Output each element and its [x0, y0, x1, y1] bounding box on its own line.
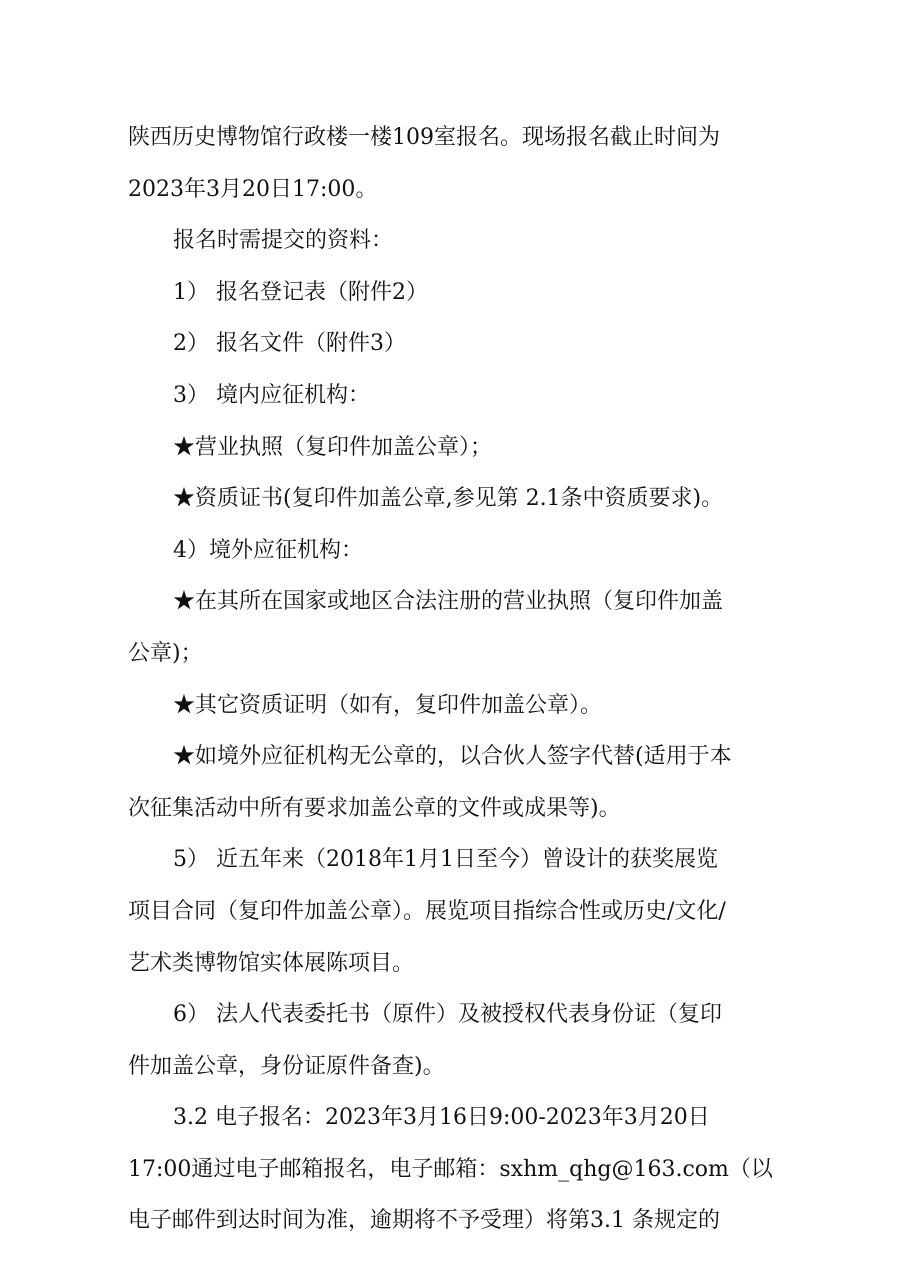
list-item: 4）境外应征机构： [173, 537, 363, 563]
text-line: 项目合同（复印件加盖公章）。展览项目指综合性或历史/文化/ [128, 898, 726, 924]
text-line: 次征集活动中所有要求加盖公章的文件或成果等)。 [128, 795, 621, 821]
bullet-item: ★如境外应征机构无公章的，以合伙人签字代替(适用于本 [173, 744, 732, 770]
text-line: 陕西历史博物馆行政楼一楼109室报名。现场报名截止时间为 [128, 125, 720, 150]
list-item: 3） 境内应征机构： [173, 382, 370, 408]
text-line: 17:00通过电子邮箱报名，电子邮箱：sxhm_qhg@163.com（以 [128, 1156, 773, 1182]
list-item: 1） 报名登记表（附件2） [173, 279, 428, 305]
text-line: 2023年3月20日17:00。 [128, 176, 378, 202]
list-item: 2） 报名文件（附件3） [173, 331, 406, 357]
text-line: 电子邮件到达时间为准，逾期将不予受理）将第3.1 条规定的 [128, 1208, 720, 1234]
text-line: 艺术类博物馆实体展陈项目。 [128, 950, 415, 976]
list-item: 5） 近五年来（2018年1月1日至今）曾设计的获奖展览 [173, 847, 718, 873]
document-body [128, 112, 788, 1247]
text-line: 公章)； [128, 640, 203, 666]
bullet-item: ★其它资质证明（如有，复印件加盖公章）。 [173, 692, 603, 718]
bullet-item: ★资质证书(复印件加盖公章,参见第 2.1条中资质要求)。 [173, 486, 724, 512]
list-item: 6） 法人代表委托书（原件）及被授权代表身份证（复印 [173, 1002, 722, 1028]
bullet-item: ★在其所在国家或地区合法注册的营业执照（复印件加盖 [173, 589, 724, 615]
section-line: 3.2 电子报名：2023年3月16日9:00-2023年3月20日 [173, 1105, 710, 1131]
text-line: 件加盖公章，身份证原件备查)。 [128, 1053, 445, 1079]
bullet-item: ★营业执照（复印件加盖公章）； [173, 434, 493, 460]
text-line: 报名时需提交的资料： [173, 228, 394, 254]
